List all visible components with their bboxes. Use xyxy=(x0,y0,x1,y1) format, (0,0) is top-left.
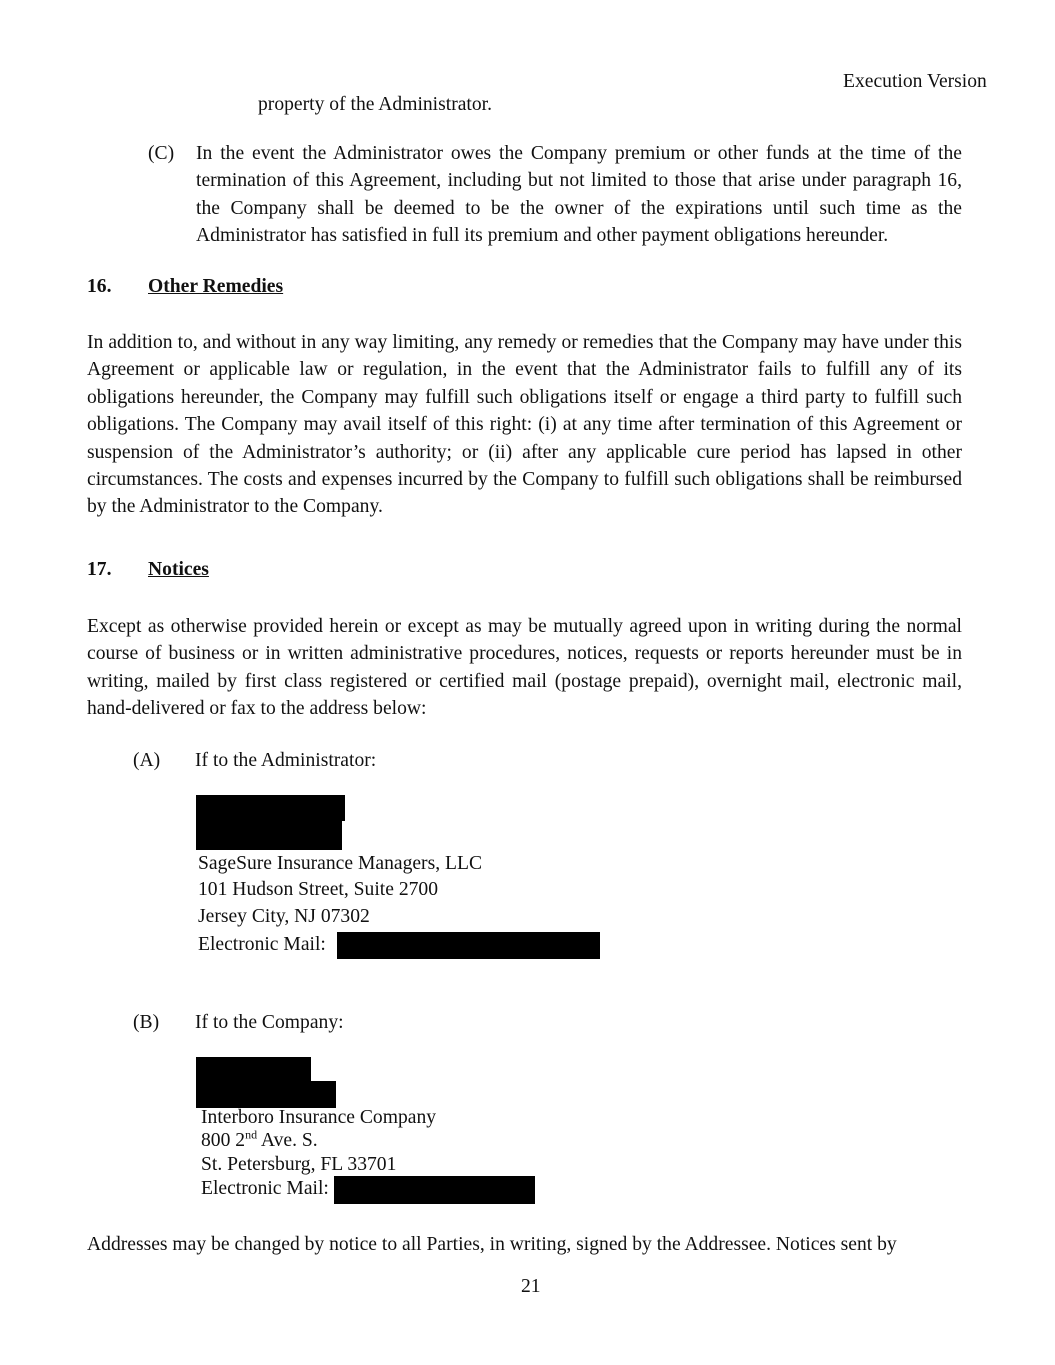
notice-a-heading: If to the Administrator: xyxy=(195,750,377,771)
redaction-box xyxy=(196,795,345,821)
notice-b-heading: If to the Company: xyxy=(195,1012,344,1033)
execution-version-label: Execution Version xyxy=(843,71,987,92)
section-17-title: Notices xyxy=(148,559,209,580)
notice-a-label: (A) xyxy=(133,750,161,771)
notice-b-label: (B) xyxy=(133,1012,160,1033)
notice-a-email-label: Electronic Mail: xyxy=(198,934,326,955)
notice-b-street-ordinal: nd xyxy=(245,1127,258,1142)
item-c-text: In the event the Administrator owes the Company premium or other funds at the time of the termination of this Agreement, including but not limited to those that arise under paragraph 16, the Company shall be deemed to be the owner of the expirations until such time as the Administrator has satisfied in full its premium and other payment obligations hereunder. xyxy=(196,143,962,247)
notice-b-email-label: Electronic Mail: xyxy=(201,1178,329,1199)
notice-a-company: SageSure Insurance Managers, LLC xyxy=(198,853,483,874)
notice-b-street-rest: Ave. S. xyxy=(257,1130,318,1151)
continued-text: property of the Administrator. xyxy=(258,94,492,115)
redaction-box xyxy=(196,1081,336,1108)
notice-b-street-number: 800 2 xyxy=(201,1130,246,1151)
closing-text: Addresses may be changed by notice to all Parties, in writing, signed by the Addressee. Notices sent by xyxy=(87,1234,897,1255)
item-c-label: (C) xyxy=(148,143,175,164)
section-17-body: Except as otherwise provided herein or except as may be mutually agreed upon in writing during the normal course of business or in written administrative procedures, notices, requests or reports hereunder must be in writing, mailed by first class registered or certified mail (postage prepaid), overnight mail, electronic mail, hand-delivered or fax to the address below: xyxy=(87,616,962,720)
notice-a-street: 101 Hudson Street, Suite 2700 xyxy=(198,879,439,900)
redaction-box xyxy=(334,1176,535,1204)
section-16-title: Other Remedies xyxy=(148,276,284,297)
notice-b-city: St. Petersburg, FL 33701 xyxy=(201,1154,397,1175)
notice-b-company: Interboro Insurance Company xyxy=(201,1107,437,1128)
notice-a-city: Jersey City, NJ 07302 xyxy=(198,906,370,927)
redaction-box xyxy=(196,820,342,850)
redaction-box xyxy=(337,932,600,959)
redaction-box xyxy=(196,1057,311,1083)
notice-b-street xyxy=(201,1129,318,1153)
section-16-number: 16. xyxy=(87,276,112,297)
page-number: 21 xyxy=(521,1276,541,1297)
section-16-body: In addition to, and without in any way limiting, any remedy or remedies that the Company may have under this Agreement or applicable law or regulation, in the event that the Administrator fails to fulfill any of its obligations hereunder, the Company may fulfill such obligations itself or engage a third party to fulfill such obligations. The Company may avail itself of this right: (i) at any time after termination of this Agreement or suspension of the Administrator’s authority; or (ii) after any applicable cure period has lapsed in other circumstances. The costs and expenses incurred by the Company to fulfill such obligations shall be reimbursed by the Administrator to the Company. xyxy=(87,332,962,518)
section-17-number: 17. xyxy=(87,559,112,580)
